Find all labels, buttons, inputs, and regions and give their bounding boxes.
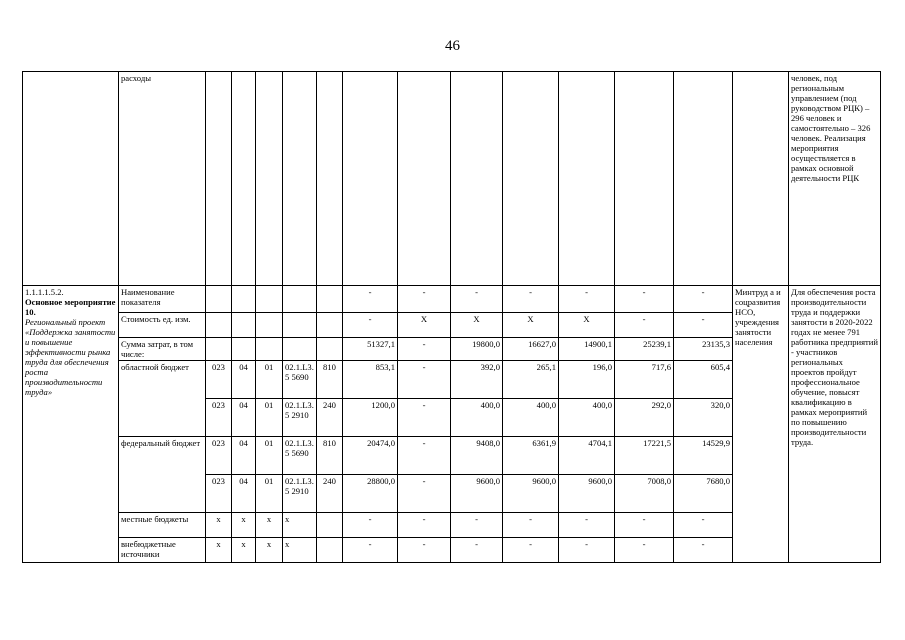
measure-title: Основное мероприятие 10. — [25, 297, 116, 317]
code-cell: 02.1.L3.5 2910 — [283, 475, 317, 513]
value-cell: - — [343, 538, 398, 563]
value-cell: 392,0 — [451, 361, 503, 399]
value-cell: - — [674, 313, 733, 338]
row-name-cell: федеральный бюджет — [119, 437, 206, 513]
row-name-cell: внебюджетные источники — [119, 538, 206, 563]
value-cell: 400,0 — [559, 399, 615, 437]
row-name-cell: областной бюджет — [119, 361, 206, 437]
value-cell: - — [559, 538, 615, 563]
value-cell: 7008,0 — [615, 475, 674, 513]
value-cell: - — [674, 538, 733, 563]
measure-code: 1.1.1.1.5.2. — [25, 287, 64, 297]
measure-cell — [23, 286, 119, 563]
result-cell: Для обеспечения роста производительности труда и поддержки занятости в 2020-2022 годах не менее 791 работника предприятий - участников региональных проектов пройдут профессиональное обучение, повысят квалификацию в рамках мероприятий по повышению производительности труда. — [789, 286, 881, 563]
code-cell: 01 — [256, 437, 283, 475]
value-cell: - — [451, 513, 503, 538]
value-cell: 17221,5 — [615, 437, 674, 475]
code-cell: 02.1.L3.5 5690 — [283, 361, 317, 399]
value-cell: - — [615, 313, 674, 338]
value-cell: X — [559, 313, 615, 338]
value-cell: - — [451, 538, 503, 563]
code-cell — [283, 338, 317, 361]
result-cell: человек, под региональным управлением (под руководством РЦК) – 296 человек и самостоятельно – 326 человек. Реализация мероприятия осуществляется в рамках основной деятельности РЦК — [789, 72, 881, 286]
value-cell: 292,0 — [615, 399, 674, 437]
code-cell: x — [206, 513, 232, 538]
code-cell: x — [256, 538, 283, 563]
value-cell: - — [398, 286, 451, 313]
value-cell: X — [503, 313, 559, 338]
value-cell: 605,4 — [674, 361, 733, 399]
value-cell: - — [503, 286, 559, 313]
code-cell — [232, 313, 256, 338]
value-cell: - — [503, 538, 559, 563]
code-cell: 01 — [256, 361, 283, 399]
table-row-continuation — [23, 72, 881, 286]
value-cell: 853,1 — [343, 361, 398, 399]
value-cell: 19800,0 — [451, 338, 503, 361]
code-cell — [256, 338, 283, 361]
code-cell — [283, 286, 317, 313]
value-cell: 1200,0 — [343, 399, 398, 437]
value-cell: - — [398, 475, 451, 513]
code-cell: 810 — [317, 361, 343, 399]
value-cell: - — [398, 338, 451, 361]
code-cell: x — [206, 538, 232, 563]
code-cell: 810 — [317, 437, 343, 475]
code-cell: 240 — [317, 399, 343, 437]
code-cell — [206, 338, 232, 361]
value-cell: - — [451, 286, 503, 313]
code-cell — [206, 286, 232, 313]
code-cell — [317, 338, 343, 361]
code-cell — [232, 338, 256, 361]
code-cell — [317, 286, 343, 313]
value-cell: - — [674, 286, 733, 313]
value-cell: 23135,3 — [674, 338, 733, 361]
value-cell: - — [615, 513, 674, 538]
value-cell: X — [398, 313, 451, 338]
code-cell — [317, 513, 343, 538]
value-cell: - — [615, 538, 674, 563]
code-cell — [256, 286, 283, 313]
code-cell: 04 — [232, 361, 256, 399]
value-cell: 265,1 — [503, 361, 559, 399]
code-cell — [317, 313, 343, 338]
value-cell: - — [398, 513, 451, 538]
row-name-cell: расходы — [119, 72, 206, 286]
value-cell: 400,0 — [503, 399, 559, 437]
code-cell: x — [283, 513, 317, 538]
budget-table — [22, 71, 881, 563]
value-cell: - — [398, 361, 451, 399]
value-cell: - — [398, 399, 451, 437]
page-number: 46 — [445, 38, 460, 54]
value-cell: 25239,1 — [615, 338, 674, 361]
value-cell: - — [343, 286, 398, 313]
value-cell: 9600,0 — [503, 475, 559, 513]
value-cell: 16627,0 — [503, 338, 559, 361]
code-cell — [283, 313, 317, 338]
value-cell: 14900,1 — [559, 338, 615, 361]
value-cell: 20474,0 — [343, 437, 398, 475]
code-cell: 02.1.L3.5 5690 — [283, 437, 317, 475]
value-cell: 28800,0 — [343, 475, 398, 513]
measure-cell-empty — [23, 72, 119, 286]
value-cell: 6361,9 — [503, 437, 559, 475]
code-cell: x — [283, 538, 317, 563]
code-cell: 023 — [206, 399, 232, 437]
code-cell: 01 — [256, 399, 283, 437]
value-cell: 4704,1 — [559, 437, 615, 475]
measure-subtitle: Региональный проект «Поддержка занятости и повышение эффективности рынка труда для обеспечения роста производительности труда» — [25, 317, 116, 397]
value-cell: - — [503, 513, 559, 538]
code-cell: 01 — [256, 475, 283, 513]
code-cell: x — [256, 513, 283, 538]
executor-cell: Минтруд а и соцразвития НСО, учреждения занятости населения — [733, 286, 789, 563]
value-cell: 717,6 — [615, 361, 674, 399]
row-name-cell: Сумма затрат, в том числе: — [119, 338, 206, 361]
code-cell: 023 — [206, 361, 232, 399]
code-cell — [206, 313, 232, 338]
row-name-cell: Стоимость ед. изм. — [119, 313, 206, 338]
value-cell: X — [451, 313, 503, 338]
code-cell: x — [232, 538, 256, 563]
code-cell: x — [232, 513, 256, 538]
value-cell: - — [343, 513, 398, 538]
row-name-cell: местные бюджеты — [119, 513, 206, 538]
value-cell: - — [559, 286, 615, 313]
value-cell: 14529,9 — [674, 437, 733, 475]
value-cell: 9600,0 — [559, 475, 615, 513]
value-cell: - — [674, 513, 733, 538]
code-cell: 023 — [206, 475, 232, 513]
code-cell — [317, 538, 343, 563]
value-cell: 320,0 — [674, 399, 733, 437]
value-cell: 196,0 — [559, 361, 615, 399]
code-cell: 04 — [232, 475, 256, 513]
code-cell: 023 — [206, 437, 232, 475]
value-cell: - — [559, 513, 615, 538]
value-cell: 9600,0 — [451, 475, 503, 513]
code-cell — [232, 286, 256, 313]
value-cell: - — [343, 313, 398, 338]
value-cell: 400,0 — [451, 399, 503, 437]
value-cell: 51327,1 — [343, 338, 398, 361]
code-cell: 240 — [317, 475, 343, 513]
code-cell: 02.1.L3.5 2910 — [283, 399, 317, 437]
value-cell: 9408,0 — [451, 437, 503, 475]
value-cell: - — [615, 286, 674, 313]
code-cell: 04 — [232, 437, 256, 475]
table-row — [23, 286, 881, 313]
row-name-cell: Наименование показателя — [119, 286, 206, 313]
code-cell: 04 — [232, 399, 256, 437]
value-cell: 7680,0 — [674, 475, 733, 513]
value-cell: - — [398, 437, 451, 475]
code-cell — [256, 313, 283, 338]
value-cell: - — [398, 538, 451, 563]
